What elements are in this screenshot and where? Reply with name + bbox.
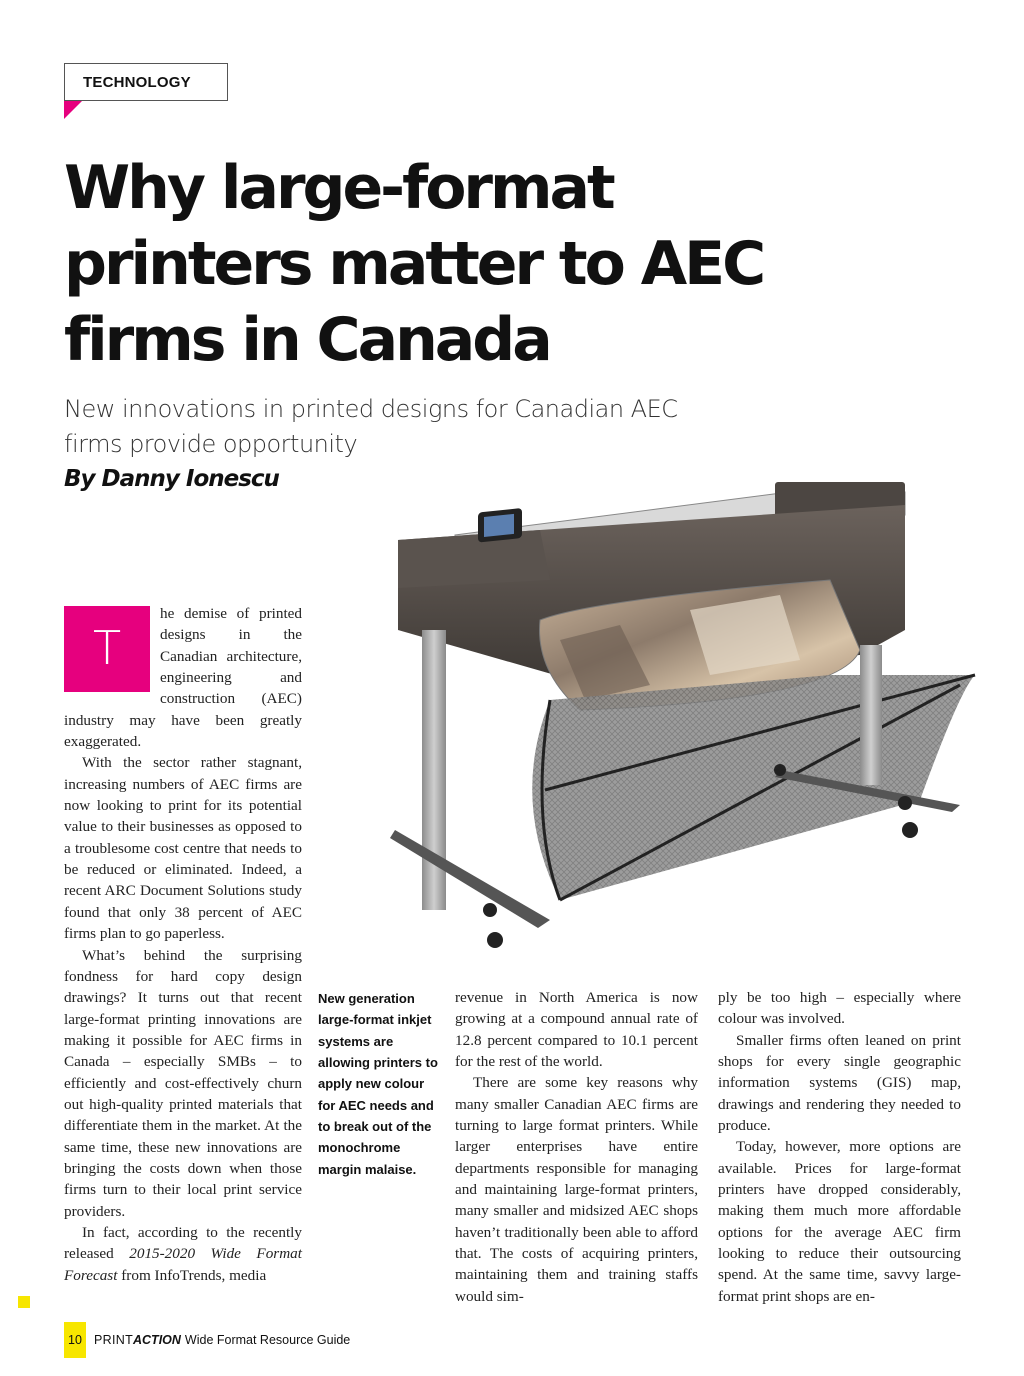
body-paragraph: With the sector rather stagnant, increasing numbers of AEC firms are now looking to print for its potential value to their businesses as opposed to a troublesome cost centre that needs to be reduced or eliminated. Indeed, a recent ARC Document Solutions study found that only 38 percent of AEC firms plan to go paperless.: [64, 754, 302, 943]
body-paragraph: Smaller firms often leaned on print shops for every single geographic information systems (GIS) map, drawings and rendering they needed to produce.: [718, 1031, 961, 1135]
footer-brand-print: PRINT: [94, 1333, 133, 1347]
subhead: New innovations in printed designs for Canadian AEC firms provide opportunity: [64, 395, 678, 458]
footer-guide-title: Wide Format Resource Guide: [184, 1333, 351, 1347]
body-paragraph: ply be too high – especially where colour was involved.: [718, 989, 961, 1028]
headline: Why large-format printers matter to AEC firms in Canada: [64, 153, 764, 375]
body-paragraph: Today, however, more options are available. Prices for large-format printers have dropped considerably, making them much more affordable options for the average AEC firm looking to reduce their outsourcing spend. At the same time, savvy large-format print shops are en-: [718, 1138, 961, 1305]
footer-brand-action: ACTION: [133, 1333, 181, 1347]
body-column-4: [718, 987, 961, 1307]
printer-photo: [360, 470, 990, 970]
body-paragraph: he demise of printed designs in the Canadian architecture, engineering and construction (AEC) industry may have been greatly exaggerated.: [64, 605, 302, 751]
body-column-1: [64, 603, 302, 1286]
body-paragraph: There are some key reasons why many smaller Canadian AEC firms are turning to large format printers. While larger enterprises have entire departments responsible for managing and maintaining large-format printers, many smaller and midsized AEC shops haven’t traditionally been able to afford that. The costs of acquiring printers, maintaining them and training staffs would sim-: [455, 1074, 698, 1305]
pull-quote: New generation large-format inkjet systems are allowing printers to apply new colour for AEC needs and to break out of the monochrome margin malaise.: [318, 991, 438, 1177]
byline: By Danny Ionescu: [64, 466, 279, 492]
page-number: 10: [64, 1322, 86, 1358]
body-column-3: [455, 987, 698, 1307]
body-paragraph: What’s behind the surprising fondness for hard copy design drawings? It turns out that recent large-format printing innovations are making it possible for AEC firms in Canada – especially SMBs – to efficiently and cost-effectively churn out high-quality printed materials that differentiate them in the market. At the same time, these new innovations are bringing the costs down when those firms turn to their local print service providers.: [64, 946, 302, 1220]
dropcap: T: [64, 606, 150, 692]
yellow-marker-square: [18, 1296, 30, 1308]
section-tag: TECHNOLOGY: [64, 63, 228, 101]
body-paragraph: In fact, according to the recently released 2015-2020 Wide Format Forecast from InfoTrends, media: [64, 1223, 302, 1284]
body-paragraph: revenue in North America is now growing at a compound annual rate of 12.8 percent compared to 10.1 percent for the rest of the world.: [455, 989, 698, 1071]
page-footer: [64, 1322, 350, 1358]
section-tag-corner: [64, 101, 82, 119]
